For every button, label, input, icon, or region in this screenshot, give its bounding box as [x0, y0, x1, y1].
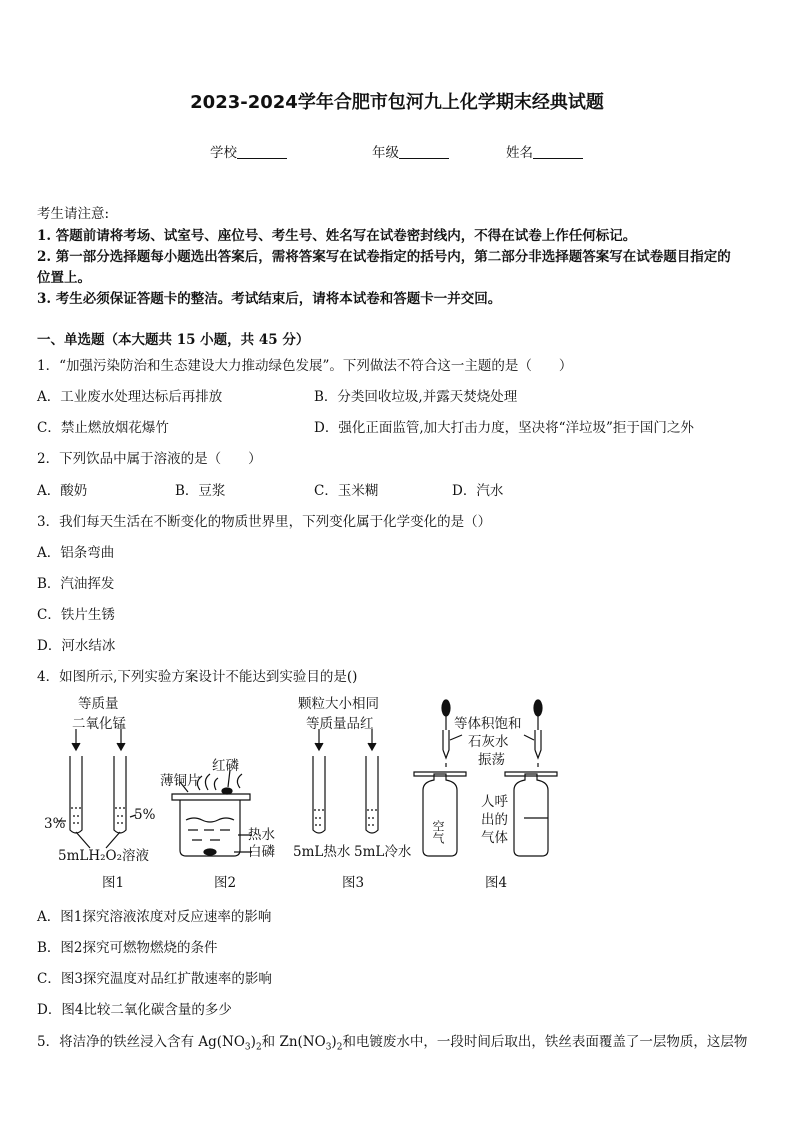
q3-option-a[interactable]: A．铝条弯曲 — [37, 545, 115, 561]
q3-stem: 3．我们每天生活在不断变化的物质世界里，下列变化属于化学变化的是（） — [37, 514, 492, 530]
grade-field[interactable] — [372, 141, 449, 161]
q1-option-b[interactable]: B．分类回收垃圾,并露天焚烧处理 — [314, 389, 518, 405]
q1-option-d[interactable]: D．强化正面监管,加大打击力度，坚决将“洋垃圾”拒于国门之外 — [314, 420, 694, 436]
school-blank[interactable] — [237, 144, 287, 159]
q2-stem: 2．下列饮品中属于溶液的是（ ） — [37, 451, 262, 467]
notice-item-2-cont: 位置上。 — [37, 270, 91, 286]
q4-option-c[interactable]: C．图3探究温度对品红扩散速率的影响 — [37, 971, 272, 987]
fig4-label-3: 振荡 — [478, 752, 505, 768]
q1-stem: 1．“加强污染防治和生态建设大力推动绿色发展”。下列做法不符合这一主题的是（ ） — [37, 358, 573, 374]
fig4-breath-1: 人呼 — [481, 794, 508, 810]
q4-option-d[interactable]: D．图4比较二氧化碳含量的多少 — [37, 1002, 232, 1018]
fig3-caption: 图3 — [342, 875, 365, 891]
q3-option-d[interactable]: D．河水结冰 — [37, 638, 116, 654]
fig1-bottom: 5mLH₂O₂溶液 — [58, 848, 150, 864]
fig3-hot: 5mL热水 — [293, 844, 351, 860]
q2-option-c[interactable]: C．玉米糊 — [314, 483, 379, 499]
fig3-diagram — [313, 729, 378, 833]
notice-item-1: 1. 答题前请将考场、试室号、座位号、考生号、姓名写在试卷密封线内，不得在试卷上作任何标记。 — [37, 228, 637, 244]
fig1-label-2: 二氧化锰 — [72, 716, 126, 732]
name-label: 姓名 — [506, 145, 533, 161]
q1-option-a[interactable]: A．工业废水处理达标后再排放 — [37, 389, 223, 405]
q3-option-c[interactable]: C．铁片生锈 — [37, 607, 115, 623]
q5-stem: 5．将洁净的铁丝浸入含有 $Ag(NO_3)_2$和 $Zn(NO_3)_2$和电镀废水中，一段时间后取出，铁丝表面覆盖了一层物质，这层物 — [37, 1034, 748, 1053]
fig3-label-2: 等质量品红 — [306, 716, 374, 732]
name-field[interactable] — [506, 141, 583, 161]
fig4-caption: 图4 — [485, 875, 508, 891]
school-label: 学校 — [210, 145, 237, 161]
fig1-left-pct: 3% — [44, 816, 66, 832]
fig4-label-2: 石灰水 — [468, 734, 509, 750]
name-blank[interactable] — [533, 144, 583, 159]
fig1-caption: 图1 — [102, 875, 125, 891]
fig1-diagram — [58, 729, 136, 848]
page-title: 2023-2024学年合肥市包河九上化学期末经典试题 — [190, 92, 604, 113]
fig3-cold: 5mL冷水 — [354, 844, 412, 860]
q4-option-b[interactable]: B．图2探究可燃物燃烧的条件 — [37, 940, 218, 956]
q4-option-a[interactable]: A．图1探究溶液浓度对反应速率的影响 — [37, 909, 272, 925]
fig2-caption: 图2 — [214, 875, 237, 891]
q1-option-c[interactable]: C．禁止燃放烟花爆竹 — [37, 420, 169, 436]
fig4-breath-3: 气体 — [481, 830, 508, 846]
fig4-air: 空气 — [431, 820, 445, 844]
fig2-red-p: 红磷 — [212, 758, 239, 774]
notice-item-2: 2. 第一部分选择题每小题选出答案后，需将答案写在试卷指定的括号内，第二部分非选择题答案写在试卷题目指定的 — [37, 249, 731, 265]
fig2-white-p: 白磷 — [248, 844, 275, 860]
fig2-copper: 薄铜片 — [160, 773, 201, 789]
fig3-label-1: 颗粒大小相同 — [298, 696, 379, 712]
experiment-figures — [30, 690, 770, 895]
q4-stem: 4．如图所示,下列实验方案设计不能达到实验目的是() — [37, 669, 358, 685]
fig2-hot-water: 热水 — [248, 827, 275, 843]
grade-blank[interactable] — [399, 144, 449, 159]
fig4-breath-2: 出的 — [481, 812, 508, 828]
q2-option-d[interactable]: D．汽水 — [452, 483, 504, 499]
fig4-label-1: 等体积饱和 — [454, 716, 522, 732]
fig1-right-pct: 5% — [134, 807, 156, 823]
section-heading: 一、单选题（本大题共 15 小题，共 45 分） — [37, 332, 310, 348]
grade-label: 年级 — [372, 145, 399, 161]
q2-option-b[interactable]: B．豆浆 — [175, 483, 226, 499]
fig1-label-1: 等质量 — [78, 696, 119, 712]
school-field[interactable] — [210, 141, 287, 161]
q3-option-b[interactable]: B．汽油挥发 — [37, 576, 115, 592]
q2-option-a[interactable]: A．酸奶 — [37, 483, 88, 499]
notice-item-3: 3. 考生必须保证答题卡的整洁。考试结束后，请将本试卷和答题卡一并交回。 — [37, 291, 502, 307]
notice-heading: 考生请注意: — [37, 206, 110, 222]
